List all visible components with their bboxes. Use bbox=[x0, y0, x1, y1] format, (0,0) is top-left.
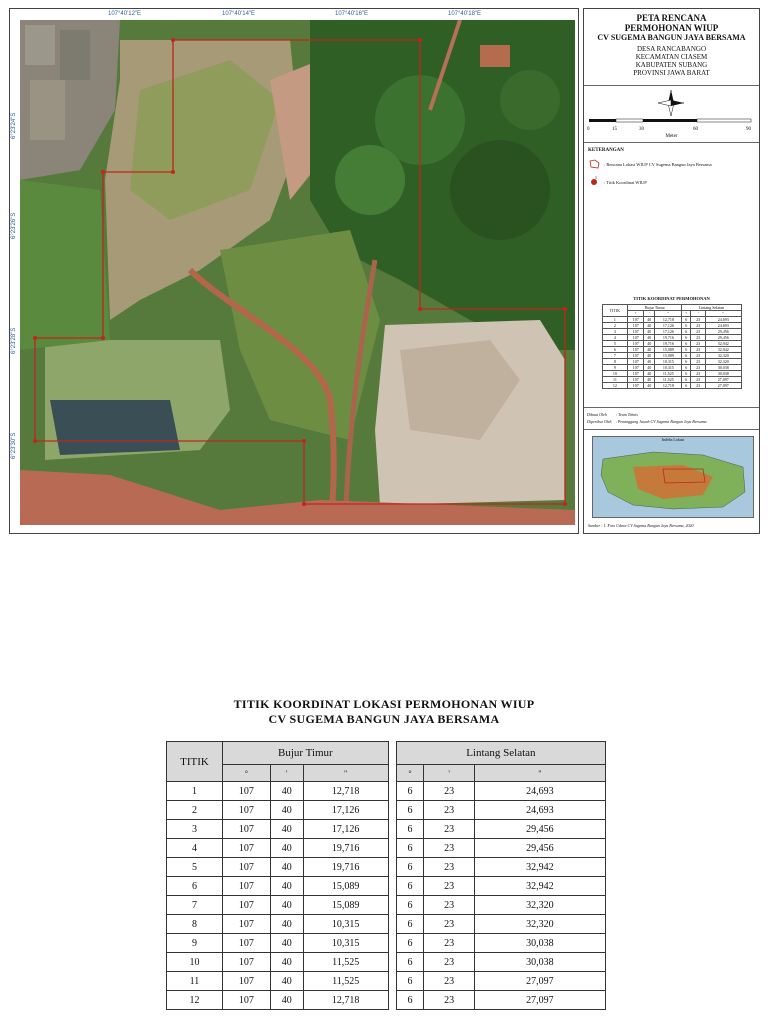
credit-by-label: Dibuat Oleh bbox=[587, 412, 607, 417]
map-title-block bbox=[584, 9, 759, 86]
table-cell: 6 bbox=[396, 877, 424, 896]
table-cell: 107 bbox=[223, 953, 271, 972]
table-cell: 107 bbox=[628, 365, 644, 371]
inset-block bbox=[584, 430, 759, 535]
mini-table-title: TITIK KOORDINAT PERMOHONAN bbox=[633, 296, 710, 301]
table-row bbox=[167, 858, 606, 877]
table-cell: 23 bbox=[691, 383, 706, 389]
table-row bbox=[167, 953, 606, 972]
scale-bar bbox=[584, 117, 759, 125]
table-cell: 5 bbox=[602, 341, 628, 347]
table-cell: 30,038 bbox=[474, 953, 605, 972]
table-cell: 12 bbox=[602, 383, 628, 389]
credit-by-value: : Team Teknis bbox=[615, 412, 638, 417]
table-cell: 10,315 bbox=[655, 359, 682, 365]
table-cell: 23 bbox=[424, 896, 475, 915]
table-cell: 32,942 bbox=[705, 347, 741, 353]
table-cell: 6 bbox=[396, 782, 424, 801]
table-cell: 23 bbox=[424, 991, 475, 1010]
table-cell: 11,525 bbox=[303, 953, 388, 972]
table-cell: 23 bbox=[424, 858, 475, 877]
table-cell: 24,693 bbox=[705, 323, 741, 329]
table-cell: 6 bbox=[396, 953, 424, 972]
table-cell: 23 bbox=[424, 953, 475, 972]
table-cell: 107 bbox=[628, 317, 644, 323]
table-cell: 10 bbox=[167, 953, 223, 972]
table-row bbox=[167, 820, 606, 839]
table-cell: 107 bbox=[628, 353, 644, 359]
table-cell: 3 bbox=[167, 820, 223, 839]
table-cell: 12,718 bbox=[655, 383, 682, 389]
table-cell: 19,716 bbox=[303, 839, 388, 858]
table-cell: 23 bbox=[424, 972, 475, 991]
table-cell: 10 bbox=[602, 371, 628, 377]
table-cell: 1 bbox=[602, 317, 628, 323]
table-cell: 27,097 bbox=[705, 383, 741, 389]
legend-point-marker: 1 bbox=[595, 175, 597, 180]
table-cell: 23 bbox=[424, 820, 475, 839]
table-cell: 2 bbox=[602, 323, 628, 329]
table-cell: 6 bbox=[682, 323, 691, 329]
table-row bbox=[167, 877, 606, 896]
table-cell: 8 bbox=[167, 915, 223, 934]
scale-unit: Meter bbox=[665, 134, 678, 139]
table-cell: 6 bbox=[682, 353, 691, 359]
map-sheet bbox=[9, 8, 579, 534]
table-cell: 29,456 bbox=[474, 820, 605, 839]
table-cell: 23 bbox=[691, 371, 706, 377]
table-cell: 40 bbox=[270, 934, 303, 953]
table-row bbox=[167, 915, 606, 934]
table-cell: 40 bbox=[270, 782, 303, 801]
table-cell: 19,716 bbox=[303, 858, 388, 877]
table-cell: 10,315 bbox=[655, 365, 682, 371]
table-cell: 8 bbox=[602, 359, 628, 365]
table-cell: 10,315 bbox=[303, 915, 388, 934]
table-cell: 23 bbox=[691, 347, 706, 353]
table-cell: 24,693 bbox=[474, 782, 605, 801]
table-cell: 107 bbox=[628, 323, 644, 329]
table-cell: 30,038 bbox=[474, 934, 605, 953]
table-cell: 27,097 bbox=[474, 991, 605, 1010]
table-row bbox=[602, 383, 741, 389]
table-row bbox=[167, 839, 606, 858]
table-cell: 107 bbox=[223, 877, 271, 896]
table-cell: 107 bbox=[628, 335, 644, 341]
table-cell: 19,716 bbox=[655, 335, 682, 341]
table-cell: 107 bbox=[628, 359, 644, 365]
table-cell: 12,718 bbox=[303, 991, 388, 1010]
table-cell: 6 bbox=[682, 359, 691, 365]
table-cell: 40 bbox=[644, 353, 655, 359]
table-cell: 23 bbox=[424, 839, 475, 858]
table-cell: 107 bbox=[628, 341, 644, 347]
table-cell: 19,716 bbox=[655, 341, 682, 347]
table-cell: 23 bbox=[691, 335, 706, 341]
top-tick-3: 107°40'16"E bbox=[335, 11, 369, 17]
table-cell: 4 bbox=[602, 335, 628, 341]
table-cell: 107 bbox=[223, 858, 271, 877]
top-tick-1: 107°40'12"E bbox=[108, 11, 142, 17]
table-cell: 40 bbox=[644, 371, 655, 377]
top-tick-2: 107°40'14"E bbox=[222, 11, 256, 17]
table-cell: 9 bbox=[167, 934, 223, 953]
table-cell: 107 bbox=[628, 329, 644, 335]
table-row bbox=[167, 934, 606, 953]
table-cell: 40 bbox=[644, 323, 655, 329]
table-cell: 27,097 bbox=[474, 972, 605, 991]
table-cell: 23 bbox=[691, 359, 706, 365]
table-cell: 40 bbox=[644, 335, 655, 341]
table-cell: 40 bbox=[644, 347, 655, 353]
table-cell: 6 bbox=[682, 377, 691, 383]
table-cell: 6 bbox=[682, 347, 691, 353]
left-tick-2: 6°23'26"S bbox=[11, 212, 17, 239]
table-cell: 7 bbox=[602, 353, 628, 359]
table-cell: 6 bbox=[396, 858, 424, 877]
table-cell: 32,320 bbox=[705, 359, 741, 365]
location-lines: DESA RANCABANGO KECAMATAN CIASEM KABUPATEN SUBANG PROVINSI JAWA BARAT bbox=[633, 45, 710, 77]
table-cell: 6 bbox=[682, 317, 691, 323]
table-cell: 32,320 bbox=[474, 896, 605, 915]
table-cell: 6 bbox=[602, 347, 628, 353]
scale-block bbox=[584, 86, 759, 143]
table-cell: 2 bbox=[167, 801, 223, 820]
scale-tick-60: 60 bbox=[693, 127, 698, 132]
table-cell: 40 bbox=[644, 329, 655, 335]
table-cell: 15,089 bbox=[303, 896, 388, 915]
table-cell: 107 bbox=[628, 383, 644, 389]
table-cell: 32,942 bbox=[474, 877, 605, 896]
table-cell: 40 bbox=[270, 858, 303, 877]
col-bujur-timur: Bujur Timur bbox=[223, 742, 389, 765]
table-cell: 12 bbox=[167, 991, 223, 1010]
table-cell: 23 bbox=[424, 877, 475, 896]
table-cell: 6 bbox=[396, 934, 424, 953]
inset-map[interactable] bbox=[592, 436, 754, 518]
table-cell: 40 bbox=[270, 991, 303, 1010]
inset-island-map bbox=[593, 437, 753, 517]
table-cell: 29,456 bbox=[705, 335, 741, 341]
table-cell: 32,320 bbox=[474, 915, 605, 934]
mini-coordinate-table: TITIK Bujur Timur Lintang Selatan ° ' " ° ' " 1 107 40 12,718 6 23 24,693 2 107 40 17,126 6 23 24,693 3 107 40 17,126 6 23 29,456 4 107 40 19,716 6 23 29,456 5 107 40 19,716 6 23 32,942 6 107 40 15,089 6 23 32,942 7 107 40 15,089 6 23 32,320 8 107 40 10,315 6 23 32,320 9 107 40 10,315 6 23 30,038 10 107 40 11,525 6 23 30,038 11 107 40 11,525 6 23 27,097 12 107 40 12,718 6 23 27,097 bbox=[602, 304, 742, 389]
table-cell: 107 bbox=[223, 991, 271, 1010]
top-tick-4: 107°40'18"E bbox=[448, 11, 482, 17]
table-cell: 12,718 bbox=[303, 782, 388, 801]
table-cell: 24,693 bbox=[705, 317, 741, 323]
mini-coordinate-table-block bbox=[584, 293, 759, 408]
table-cell: 32,942 bbox=[705, 341, 741, 347]
table-cell: 6 bbox=[396, 896, 424, 915]
table-cell: 32,320 bbox=[705, 353, 741, 359]
table-cell: 40 bbox=[270, 839, 303, 858]
table-cell: 6 bbox=[682, 365, 691, 371]
keterangan-block bbox=[584, 143, 759, 303]
table-cell: 40 bbox=[644, 365, 655, 371]
credit-check-label: Diperiksa Oleh bbox=[587, 419, 612, 424]
keterangan-title: KETERANGAN bbox=[588, 148, 624, 153]
table-cell: 6 bbox=[396, 991, 424, 1010]
table-cell: 3 bbox=[602, 329, 628, 335]
table-cell: 23 bbox=[691, 353, 706, 359]
table-cell: 23 bbox=[691, 329, 706, 335]
table-cell: 1 bbox=[167, 782, 223, 801]
legend-item-area: : Rencana Lokasi WIUP CV Sugema Bangun Jaya Bersama bbox=[604, 162, 712, 167]
aerial-photo-map[interactable] bbox=[20, 20, 575, 525]
wiup-area-symbol-icon bbox=[589, 159, 601, 169]
table-cell: 17,126 bbox=[303, 820, 388, 839]
table-cell: 11 bbox=[602, 377, 628, 383]
table-cell: 107 bbox=[223, 896, 271, 915]
north-arrow-icon bbox=[584, 88, 759, 118]
table-cell: 6 bbox=[682, 383, 691, 389]
table-cell: 11,525 bbox=[655, 377, 682, 383]
table-cell: 107 bbox=[223, 782, 271, 801]
scale-tick-30: 30 bbox=[639, 127, 644, 132]
table-cell: 6 bbox=[682, 335, 691, 341]
table-cell: 6 bbox=[396, 915, 424, 934]
table-cell: 107 bbox=[628, 347, 644, 353]
coordinate-table: TITIK Bujur Timur Lintang Selatan ° ' " ° ' " 1 107 40 12,718 6 23 24,693 2 107 40 17,126 6 23 24,693 3 107 40 17,126 6 23 29,456 4 107 40 19,716 6 23 29,456 5 107 40 19,716 6 23 32,942 6 107 40 15,089 6 23 32,942 7 107 40 15,089 6 23 32,320 8 107 40 10,315 6 23 32,320 9 107 40 10,315 6 23 30,038 10 107 40 11,525 6 23 30,038 11 107 40 11,525 6 23 27,097 12 107 40 12,718 6 23 27,097 bbox=[166, 741, 606, 1010]
map-imagery bbox=[20, 20, 575, 525]
table-cell: 40 bbox=[644, 359, 655, 365]
table-cell: 6 bbox=[682, 329, 691, 335]
coordinate-point-icon bbox=[590, 178, 598, 186]
table-cell: 6 bbox=[167, 877, 223, 896]
table-cell: 107 bbox=[223, 934, 271, 953]
table-cell: 40 bbox=[270, 953, 303, 972]
table-cell: 15,089 bbox=[303, 877, 388, 896]
table-cell: 23 bbox=[424, 915, 475, 934]
table-cell: 40 bbox=[270, 972, 303, 991]
table-row bbox=[167, 972, 606, 991]
table-row bbox=[167, 991, 606, 1010]
table-cell: 23 bbox=[691, 365, 706, 371]
table-cell: 32,942 bbox=[474, 858, 605, 877]
table-cell: 40 bbox=[644, 377, 655, 383]
col-lintang-selatan: Lintang Selatan bbox=[396, 742, 605, 765]
table-cell: 7 bbox=[167, 896, 223, 915]
table-cell: 17,126 bbox=[655, 323, 682, 329]
table-cell: 17,126 bbox=[303, 801, 388, 820]
table-cell: 107 bbox=[223, 801, 271, 820]
table-cell: 40 bbox=[270, 877, 303, 896]
table-cell: 27,097 bbox=[705, 377, 741, 383]
table-cell: 23 bbox=[691, 377, 706, 383]
table-cell: 29,456 bbox=[705, 329, 741, 335]
table-cell: 40 bbox=[270, 820, 303, 839]
scale-tick-0: 0 bbox=[587, 127, 590, 132]
table-cell: 6 bbox=[396, 972, 424, 991]
table-row bbox=[167, 801, 606, 820]
table-cell: 30,038 bbox=[705, 365, 741, 371]
legend-item-point: : Titik Koordinat WIUP bbox=[604, 180, 647, 185]
table-cell: 107 bbox=[628, 371, 644, 377]
credit-check-value: : Penanggung Jawab CV Sugema Bangun Jaya Bersama bbox=[615, 419, 707, 424]
table-cell: 23 bbox=[691, 323, 706, 329]
scale-tick-90: 90 bbox=[746, 127, 751, 132]
table-cell: 40 bbox=[270, 915, 303, 934]
left-tick-1: 6°23'24"S bbox=[11, 112, 17, 139]
table-row bbox=[167, 782, 606, 801]
table-cell: 23 bbox=[691, 341, 706, 347]
left-tick-3: 6°23'28"S bbox=[11, 327, 17, 354]
table-cell: 6 bbox=[396, 839, 424, 858]
table-cell: 10,315 bbox=[303, 934, 388, 953]
table-cell: 11,525 bbox=[303, 972, 388, 991]
source-note: Sumber : 1. Foto Udara CV Sugema Bangun Jaya Bersama, 2020 bbox=[588, 523, 694, 528]
table-cell: 107 bbox=[628, 377, 644, 383]
table-cell: 11,525 bbox=[655, 371, 682, 377]
table-cell: 4 bbox=[167, 839, 223, 858]
table-cell: 23 bbox=[691, 317, 706, 323]
table-cell: 40 bbox=[644, 317, 655, 323]
table-cell: 40 bbox=[270, 896, 303, 915]
map-title: PETA RENCANA PERMOHONAN WIUP CV SUGEMA BANGUN JAYA BERSAMA bbox=[597, 13, 746, 42]
scale-tick-15: 15 bbox=[612, 127, 617, 132]
table-cell: 107 bbox=[223, 820, 271, 839]
table-cell: 23 bbox=[424, 934, 475, 953]
credits-block bbox=[584, 408, 759, 430]
inset-title: Indeks Lokasi bbox=[661, 437, 685, 442]
table-cell: 12,718 bbox=[655, 317, 682, 323]
table-cell: 6 bbox=[396, 820, 424, 839]
table-cell: 6 bbox=[682, 341, 691, 347]
table-cell: 40 bbox=[644, 341, 655, 347]
table-cell: 11 bbox=[167, 972, 223, 991]
table-cell: 30,038 bbox=[705, 371, 741, 377]
table-cell: 24,693 bbox=[474, 801, 605, 820]
table-cell: 29,456 bbox=[474, 839, 605, 858]
map-legend-panel bbox=[583, 8, 760, 534]
table-cell: 23 bbox=[424, 782, 475, 801]
table-cell: 40 bbox=[644, 383, 655, 389]
left-tick-4: 6°23'30"S bbox=[11, 432, 17, 459]
table-cell: 23 bbox=[424, 801, 475, 820]
table-cell: 15,089 bbox=[655, 347, 682, 353]
table-cell: 40 bbox=[270, 801, 303, 820]
col-titik: TITIK bbox=[167, 742, 223, 782]
table-cell: 107 bbox=[223, 972, 271, 991]
table-cell: 107 bbox=[223, 915, 271, 934]
table-cell: 6 bbox=[682, 371, 691, 377]
table-cell: 6 bbox=[396, 801, 424, 820]
table-cell: 15,089 bbox=[655, 353, 682, 359]
coordinate-table-title: TITIK KOORDINAT LOKASI PERMOHONAN WIUP CV SUGEMA BANGUN JAYA BERSAMA bbox=[233, 697, 535, 726]
table-cell: 107 bbox=[223, 839, 271, 858]
table-cell: 9 bbox=[602, 365, 628, 371]
table-cell: 5 bbox=[167, 858, 223, 877]
table-row bbox=[167, 896, 606, 915]
table-cell: 17,126 bbox=[655, 329, 682, 335]
